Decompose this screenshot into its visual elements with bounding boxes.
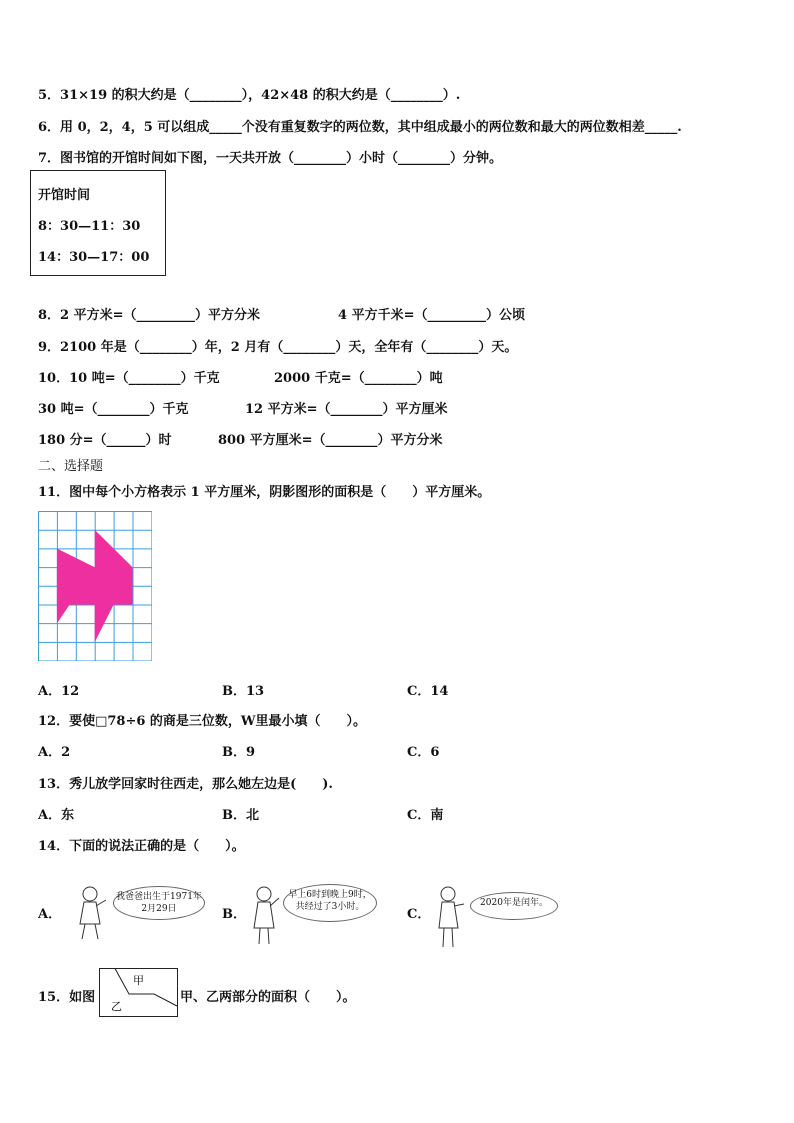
q13-option-a[interactable]: A．东 — [38, 808, 75, 823]
q13-option-c[interactable]: C．南 — [407, 808, 444, 823]
girl-illustration-b — [246, 884, 282, 946]
q12-option-c[interactable]: C．6 — [407, 745, 440, 760]
speech-bubble-a: 我爸爸出生于1971年2月29日 — [113, 886, 205, 920]
section-title-choice: 二、选择题 — [38, 459, 104, 474]
speech-bubble-b: 早上6时到晚上9时，共经过了3小时。 — [283, 884, 377, 922]
question-11: 11．图中每个小方格表示 1 平方厘米，阴影图形的面积是（ ）平方厘米。 — [38, 485, 491, 500]
question-14: 14．下面的说法正确的是（ ）。 — [38, 839, 245, 854]
hours-title: 开馆时间 — [38, 188, 91, 203]
speech-bubble-c: 2020年是闰年。 — [470, 892, 558, 920]
question-10a: 10．10 吨=（________）千克 — [38, 371, 220, 386]
question-7: 7．图书馆的开馆时间如下图，一天共开放（________）小时（________）分钟。 — [38, 151, 503, 166]
question-10b: 2000 千克=（________）吨 — [274, 371, 443, 386]
question-9: 9．2100 年是（________）年，2 月有（________）天，全年有（________）天。 — [38, 340, 518, 355]
question-8a: 8．2 平方米=（_________）平方分米 — [38, 308, 261, 323]
question-13: 13．秀儿放学回家时往西走，那么她左边是( ). — [38, 777, 333, 792]
shaded-figure-grid — [38, 511, 152, 661]
hours-morning: 8：30—11：30 — [38, 219, 141, 234]
question-10f: 800 平方厘米=（________）平方分米 — [218, 433, 443, 448]
question-5: 5．31×19 的积大约是（________），42×48 的积大约是（________）. — [38, 88, 461, 103]
q14-option-b[interactable]: B． — [222, 907, 246, 922]
q14-option-a[interactable]: A． — [38, 907, 62, 922]
question-10c: 30 吨=（________）千克 — [38, 402, 189, 417]
question-10e: 180 分=（______）时 — [38, 433, 172, 448]
q11-option-c[interactable]: C．14 — [407, 684, 449, 699]
girl-illustration-c — [432, 884, 466, 950]
q11-option-b[interactable]: B．13 — [222, 684, 265, 699]
q12-option-a[interactable]: A．2 — [38, 745, 71, 760]
hours-afternoon: 14：30—17：00 — [38, 250, 150, 265]
shaded-shape-middle — [57, 567, 133, 605]
question-15-text: 甲、乙两部分的面积（ ）。 — [180, 990, 356, 1005]
label-jia: 甲 — [133, 974, 144, 987]
girl-illustration-a — [72, 884, 110, 942]
question-15-prefix: 15．如图 — [38, 990, 96, 1005]
q14-option-c[interactable]: C． — [407, 907, 431, 922]
label-yi: 乙 — [111, 1000, 122, 1013]
question-10d: 12 平方米=（________）平方厘米 — [245, 402, 448, 417]
question-6: 6．用 0，2，4，5 可以组成_____个没有重复数字的两位数，其中组成最小的两位数和最大的两位数相差_____. — [38, 120, 682, 135]
q13-option-b[interactable]: B．北 — [222, 808, 259, 823]
question-12: 12．要使□78÷6 的商是三位数，W里最小填（ ）。 — [38, 714, 367, 729]
q12-option-b[interactable]: B．9 — [222, 745, 256, 760]
q11-option-a[interactable]: A．12 — [38, 684, 80, 699]
opening-hours-box — [30, 170, 166, 276]
question-8b: 4 平方千米=（_________）公顷 — [338, 308, 525, 323]
divided-rectangle-figure — [99, 968, 178, 1018]
